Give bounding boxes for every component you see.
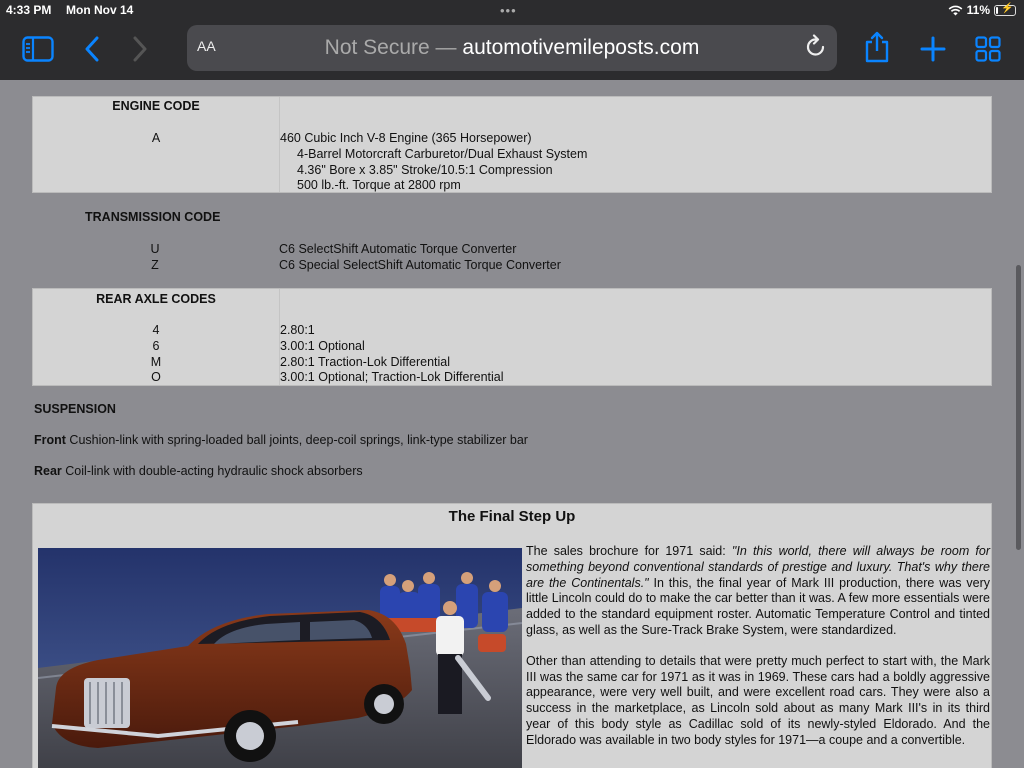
p1-intro: The sales brochure for 1971 said: [526, 544, 732, 558]
text-size-label: AA [197, 38, 216, 54]
browser-toolbar [0, 22, 1024, 80]
axle-desc: 3.00:1 Optional; Traction-Lok Differential [280, 370, 504, 384]
article-paragraph [526, 544, 990, 639]
axle-heading: REAR AXLE CODES [96, 292, 216, 306]
transmission-desc: C6 Special SelectShift Automatic Torque Converter [279, 258, 561, 272]
axle-desc: 2.80:1 Traction-Lok Differential [280, 355, 451, 369]
status-right [948, 3, 1016, 17]
p1-rest: In this, the final year of Mark III production, there was very little Lincoln could do to make the car better than it was. A few more essentials were added to the standard equipment roster. Automatic Temperature Control and tinted glass, as well as the Sure-Track Brake System, were standardized. [526, 575, 990, 637]
transmission-heading: TRANSMISSION CODE [85, 210, 221, 224]
axle-code: M [150, 355, 162, 369]
engine-line: 4.36" Bore x 3.85" Stroke/10.5:1 Compression [297, 163, 553, 177]
status-time: 4:33 PM [6, 3, 52, 17]
axle-desc: 2.80:1 [280, 323, 315, 337]
transmission-code: U [150, 242, 160, 256]
reload-icon[interactable] [805, 34, 827, 65]
engine-line: 4-Barrel Motorcraft Carburetor/Dual Exhaust System [297, 147, 588, 161]
suspension-front-label: Front [34, 433, 66, 447]
axle-code: 6 [152, 339, 160, 353]
engine-code: A [151, 131, 161, 145]
battery-icon: ⚡ [994, 5, 1016, 16]
article-body [526, 544, 990, 764]
engine-heading: ENGINE CODE [112, 99, 200, 113]
transmission-code: Z [151, 258, 159, 272]
suspension-front-text: Cushion-link with spring-loaded ball joints, deep-coil springs, link-type stabilizer bar [69, 433, 528, 447]
article-paragraph: Other than attending to details that were pretty much perfect to start with, the Mark III was the same car for 1971 as it was in 1969. These cars had a boldly aggressive appearance, were very well built, and were excellent road cars. They were also a success in the marketplace, as Lincoln sold about as many Mark III's in its third year of this body style as Cadillac sold of its newly-styled Eldorado. And the Eldorado was available in two body styles for 1971—a coupe and a convertible. [526, 653, 990, 747]
status-date: Mon Nov 14 [66, 3, 134, 17]
forward-icon[interactable] [132, 36, 148, 66]
suspension-rear [34, 464, 363, 478]
axle-desc: 3.00:1 Optional [280, 339, 365, 353]
article-box [32, 503, 992, 768]
new-tab-icon[interactable] [920, 36, 946, 66]
brochure-quote: "In this world, there will always be room for something beyond conventional standards of prestige and luxury. That's why there are the Continentals." [526, 544, 990, 590]
security-label: Not Secure — [324, 36, 457, 59]
suspension-rear-text: Coil-link with double-acting hydraulic shock absorbers [65, 464, 363, 478]
suspension-rear-label: Rear [34, 464, 62, 478]
suspension-heading: SUSPENSION [34, 402, 116, 416]
tab-overview-icon[interactable] [975, 36, 1001, 66]
multitasking-dots-icon[interactable]: ••• [500, 3, 517, 18]
web-page [0, 80, 1024, 768]
engine-line: 500 lb.-ft. Torque at 2800 rpm [297, 178, 461, 192]
car-photo [38, 548, 522, 768]
battery-percent: 11% [966, 3, 990, 17]
sidebar-icon[interactable] [22, 36, 54, 66]
engine-line: 460 Cubic Inch V-8 Engine (365 Horsepower) [280, 131, 532, 145]
engine-spec-box [32, 96, 992, 193]
url-domain: automotivemileposts.com [462, 36, 700, 59]
share-icon[interactable] [864, 31, 890, 67]
axle-code: 4 [152, 323, 160, 337]
status-bar [0, 0, 1024, 22]
scrollbar[interactable] [1016, 265, 1021, 550]
url-text[interactable] [187, 36, 837, 60]
suspension-front [34, 433, 528, 447]
axle-code: O [151, 370, 161, 384]
transmission-desc: C6 SelectShift Automatic Torque Converter [279, 242, 517, 256]
wifi-icon [948, 5, 963, 16]
article-title: The Final Step Up [448, 508, 576, 525]
back-icon[interactable] [84, 36, 100, 66]
address-bar[interactable] [187, 25, 837, 71]
axle-spec-box [32, 288, 992, 386]
